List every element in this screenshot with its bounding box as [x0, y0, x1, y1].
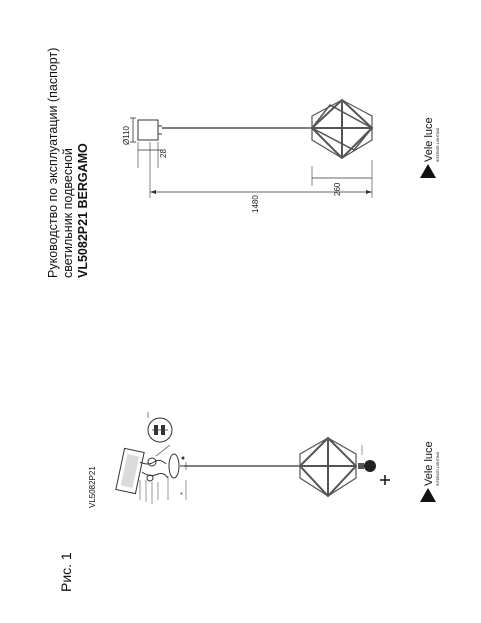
dim-canopy-height: 28: [159, 149, 168, 158]
header-model: VL5082P21 BERGAMO: [76, 143, 90, 278]
assembly-shade: [300, 438, 356, 496]
brand-name-top: Vele luce: [423, 117, 435, 162]
shade-outline: [312, 100, 372, 158]
dimension-drawing: [122, 100, 372, 213]
model-code-label: VL5082P21: [88, 466, 97, 508]
figure-label: Рис. 1: [58, 552, 74, 592]
canopy-outline: [138, 120, 158, 140]
brand-name-bottom: Vele luce: [423, 441, 435, 486]
svg-text:*: *: [180, 492, 183, 499]
brand-tagline-bottom: INTERIOR LIGHTING: [436, 451, 440, 486]
triangle-logo-icon: [420, 488, 436, 502]
brand-logo-top: [420, 117, 440, 178]
header-subtitle: светильник подвесной: [61, 148, 75, 278]
assembly-drawing: [116, 412, 390, 504]
canopy-disk: [169, 454, 179, 478]
dim-total-length: 1480: [251, 195, 260, 213]
dim-shade-size: 260: [333, 182, 342, 196]
header-title: Руководство по эксплуатации (паспорт): [46, 47, 60, 278]
brand-tagline-top: INTERIOR LIGHTING: [436, 127, 440, 162]
triangle-logo-icon: [420, 164, 436, 178]
plus-icon: [380, 475, 390, 485]
brand-logo-bottom: [420, 441, 440, 502]
light-bulb-icon: [358, 445, 376, 472]
dim-canopy-diameter: Ø110: [122, 126, 131, 145]
